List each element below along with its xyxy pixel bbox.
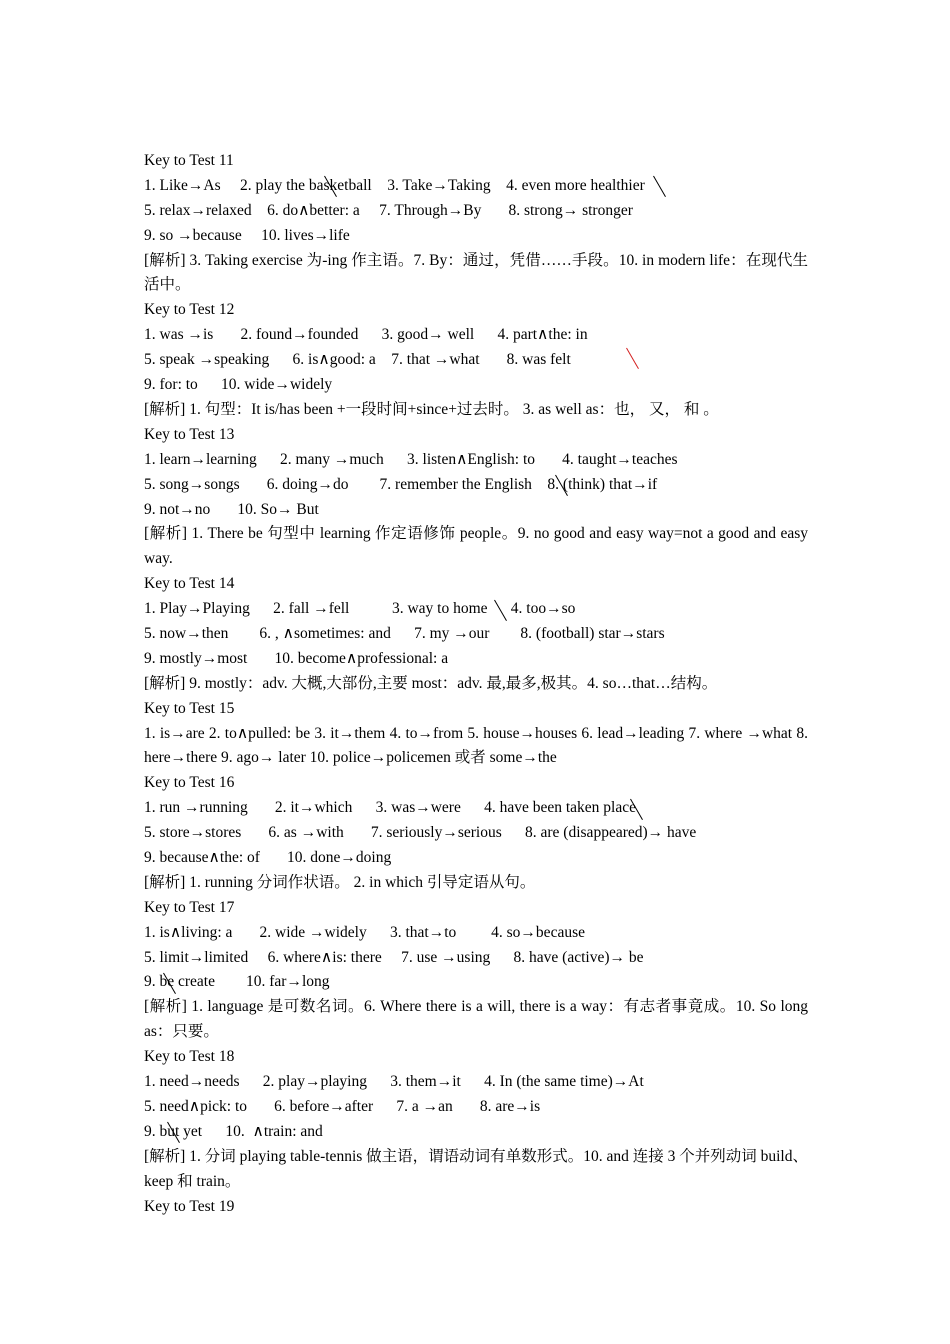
answer-line: 9. not→no 10. So→ But	[144, 500, 319, 518]
explanation-paragraph: [解析] 1. language 是可数名词。6. Where there is a will, there is a way：有志者事竟成。10. So long as：只要。	[144, 998, 808, 1041]
explanation-paragraph: [解析] 1. 句型：It is/has been +一段时间+since+过去时。 3. as well as：也， 又， 和 。	[144, 400, 719, 418]
answer-line: 9. but yet 10. ∧train: and	[144, 1122, 323, 1140]
answer-line: 9. so →because 10. lives→life	[144, 226, 350, 244]
section-heading: Key to Test 14	[144, 575, 235, 593]
answer-line: 9. be create 10. far→long	[144, 973, 330, 991]
answer-line: 9. mostly→most 10. become∧professional: a	[144, 649, 449, 667]
document-body	[144, 149, 808, 1219]
section-heading: Key to Test 19	[144, 1197, 235, 1215]
section-heading: Key to Test 16	[144, 774, 235, 792]
explanation-paragraph: [解析] 1. running 分词作状语。 2. in which 引导定语从句。	[144, 873, 536, 891]
answer-line: 9. because∧the: of 10. done→doing	[144, 849, 392, 867]
section-heading: Key to Test 13	[144, 425, 235, 443]
answer-line: 1. is∧living: a 2. wide →widely 3. that→to 4. so→because	[144, 923, 585, 941]
answer-line: 1. need→needs 2. play→playing 3. them→it 4. In (the same time)→At	[144, 1073, 644, 1091]
answer-line: 5. now→then 6. , ∧sometimes: and 7. my →our 8. (football) star→stars	[144, 624, 665, 642]
answer-line: 1. Like→As 2. play the basketball 3. Take→Taking 4. even more healthier	[144, 176, 645, 194]
explanation-paragraph: [解析] 3. Taking exercise 为-ing 作主语。7. By：通过，凭借……手段。10. in modern life：在现代生活中。	[144, 251, 808, 294]
answer-line: 1. Play→Playing 2. fall →fell 3. way to home 4. too→so	[144, 600, 576, 618]
answer-line: 1. learn→learning 2. many →much 3. listen∧English: to 4. taught→teaches	[144, 450, 678, 468]
answer-line: 1. was →is 2. found→founded 3. good→ well 4. part∧the: in	[144, 326, 588, 344]
section-heading: Key to Test 17	[144, 898, 235, 916]
explanation-paragraph: [解析] 1. There be 句型中 learning 作定语修饰 people。9. no good and easy way=not a good and easy way.	[144, 525, 808, 568]
answer-line: 5. relax→relaxed 6. do∧better: a 7. Through→By 8. strong→ stronger	[144, 201, 633, 219]
answer-line: 5. speak →speaking 6. is∧good: a 7. that →what 8. was felt	[144, 351, 571, 369]
answer-line: 5. store→stores 6. as →with 7. seriously→serious 8. are (disappeared)→ have	[144, 824, 697, 842]
section-heading: Key to Test 18	[144, 1048, 235, 1066]
section-heading: Key to Test 15	[144, 699, 235, 717]
section-heading: Key to Test 11	[144, 152, 234, 169]
answer-line: 9. for: to 10. wide→widely	[144, 376, 333, 394]
answer-line: 1. run →running 2. it→which 3. was→were 4. have been taken place	[144, 799, 636, 817]
explanation-paragraph: [解析] 1. 分词 playing table-tennis 做主语，谓语动词有单数形式。10. and 连接 3 个并列动词 build、keep 和 train。	[144, 1147, 808, 1190]
answer-line: 5. need∧pick: to 6. before→after 7. a →an 8. are→is	[144, 1097, 541, 1115]
answer-line: 5. song→songs 6. doing→do 7. remember the English 8. (think) that→if	[144, 475, 658, 493]
answer-paragraph: 1. is→are 2. to∧pulled: be 3. it→them 4. to→from 5. house→houses 6. lead→leading 7. where →what 8. here→there 9. ago→ later 10. police→policemen 或者 some→the	[144, 724, 808, 767]
answer-line: 5. limit→limited 6. where∧is: there 7. use →using 8. have (active)→ be	[144, 948, 644, 966]
section-heading: Key to Test 12	[144, 301, 235, 319]
explanation-paragraph: [解析] 9. mostly：adv. 大概,大部份,主要 most：adv. 最,最多,极其。4. so…that…结构。	[144, 674, 718, 692]
